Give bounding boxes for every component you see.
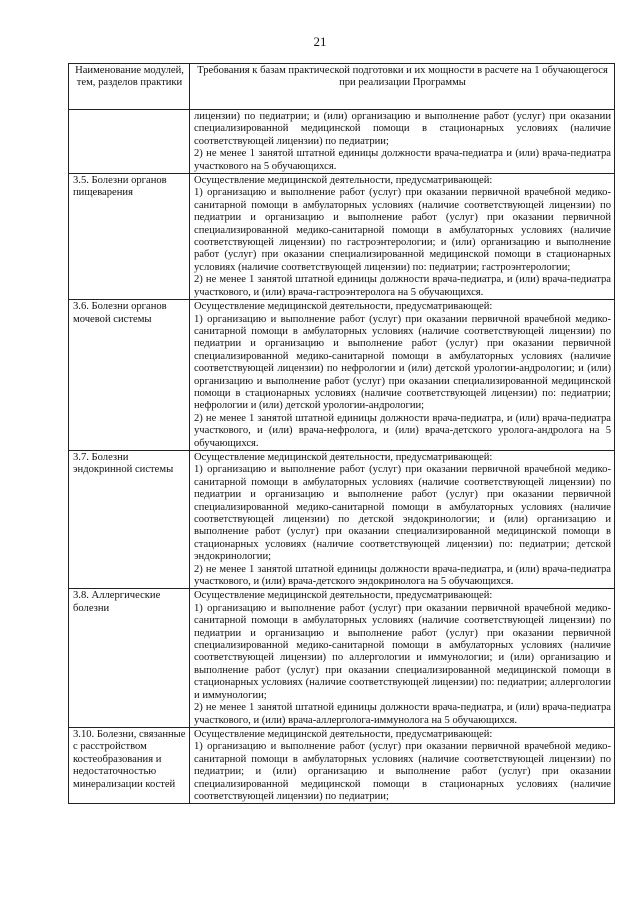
requirement-paragraph: Осуществление медицинской деятельности, предусматривающей: — [194, 301, 493, 313]
row-requirements — [190, 174, 615, 300]
row-topic: 3.7. Болезни эндокринной системы — [69, 450, 190, 588]
requirement-paragraph: 1) организацию и выполнение работ (услуг) при оказании первичной врачебной медико-санитарной помощи в амбулаторных условиях (наличие соответствующей лицензии) по педиатрии и организацию и выполнение работ (услуг) при оказании первичной специализированной медико-санитарной помощи в амбулаторных условиях (наличие соответствующей лицензии) по гастроэнтерологии; и (или) организацию и выполнение работ (услуг) при оказании специализированной медицинской помощи в стационарных условиях (наличие соответствующей лицензии) по: педиатрии; гастроэнтерологии; — [194, 187, 611, 273]
table-row — [69, 727, 615, 803]
table-row — [69, 450, 615, 588]
requirement-paragraph: 1) организацию и выполнение работ (услуг) при оказании первичной врачебной медико-санитарной помощи в амбулаторных условиях (наличие соответствующей лицензии) по педиатрии; и (или) организацию и выполнение работ (услуг) при оказании специализированной медицинской помощи в стационарных условиях (наличие соответствующей лицензии) по педиатрии; — [194, 741, 611, 802]
row-topic: 3.5. Болезни органов пищеварения — [69, 174, 190, 300]
table-row — [69, 174, 615, 300]
row-topic: 3.8. Аллергические болезни — [69, 589, 190, 727]
row-requirements — [190, 300, 615, 451]
requirement-paragraph: Осуществление медицинской деятельности, предусматривающей: — [194, 175, 493, 187]
header-requirements: Требования к базам практической подготовки и их мощности в расчете на 1 обучающегося при реализации Программы — [190, 64, 615, 110]
header-modules: Наименование модулей, тем, разделов практики — [69, 64, 190, 110]
requirement-paragraph: 2) не менее 1 занятой штатной единицы должности врача-педиатра, и (или) врача-педиатра участкового, и (или) врача-детского эндокринолога на 5 обучающихся. — [194, 563, 611, 588]
row-requirements — [190, 589, 615, 727]
requirement-paragraph: Осуществление медицинской деятельности, предусматривающей: — [194, 451, 493, 463]
requirement-paragraph: 2) не менее 1 занятой штатной единицы должности врача-педиатра, и (или) врача-педиатра участкового, и (или) врача-гастроэнтеролога на 5 обучающихся. — [194, 274, 611, 298]
requirement-paragraph: 1) организацию и выполнение работ (услуг) при оказании первичной врачебной медико-санитарной помощи в амбулаторных условиях (наличие соответствующей лицензии) по педиатрии и организацию и выполнение работ (услуг) при оказании первичной специализированной медико-санитарной помощи в амбулаторных условиях (наличие соответствующей лицензии) по нефрологии и (или) детской урологии-андрологии; и (или) организацию и выполнение работ (услуг) при оказании специализированной медицинской помощи в стационарных условиях (наличие соответствующей лицензии) по: педиатрии; нефрологии и (или) детской урологии-андрологии; — [194, 313, 611, 412]
requirement-paragraph: Осуществление медицинской деятельности, предусматривающей: — [194, 590, 493, 602]
requirements-table — [68, 63, 615, 804]
requirement-paragraph: 1) организацию и выполнение работ (услуг) при оказании первичной врачебной медико-санитарной помощи в амбулаторных условиях (наличие соответствующей лицензии) по педиатрии и организацию и выполнение работ (услуг) при оказании первичной специализированной медико-санитарной помощи в амбулаторных условиях (наличие соответствующей лицензии) по аллергологии и иммунологии; и (или) организацию и выполнение работ (услуг) при оказании специализированной медицинской помощи в стационарных условиях (наличие соответствующей лицензии) по: педиатрии; аллергологии и иммунологии; — [194, 602, 611, 701]
row-topic — [69, 110, 190, 174]
row-requirements — [190, 110, 615, 174]
page-number: 21 — [313, 34, 327, 49]
requirement-paragraph: лицензии) по педиатрии; и (или) организацию и выполнение работ (услуг) при оказании специализированной медицинской помощи в стационарных условиях (наличие соответствующей лицензии) по педиатрии; — [194, 111, 611, 147]
row-topic: 3.6. Болезни органов мочевой системы — [69, 300, 190, 451]
requirement-paragraph: Осуществление медицинской деятельности, предусматривающей: — [194, 728, 493, 740]
requirement-paragraph: 2) не менее 1 занятой штатной единицы должности врача-педиатра, и (или) врача-педиатра участкового, и (или) врача-нефролога, и (или) врача-детского уролога-андролога на 5 обучающихся. — [194, 412, 611, 449]
requirement-paragraph: 1) организацию и выполнение работ (услуг) при оказании первичной врачебной медико-санитарной помощи в амбулаторных условиях (наличие соответствующей лицензии) по педиатрии и организацию и выполнение работ (услуг) при оказании первичной специализированной медико-санитарной помощи в амбулаторных условиях (наличие соответствующей лицензии) по детской эндокринологии; и (или) организацию и выполнение работ (услуг) при оказании специализированной медицинской помощи в стационарных условиях (наличие соответствующей лицензии) по: педиатрии; детской эндокринологии; — [194, 464, 611, 563]
table-row — [69, 300, 615, 451]
row-requirements — [190, 450, 615, 588]
row-topic: 3.10. Болезни, связанные с расстройством костеобразования и недостаточностью минерализации костей — [69, 727, 190, 803]
table-row — [69, 589, 615, 727]
table-header-row — [69, 64, 615, 110]
row-requirements — [190, 727, 615, 803]
requirement-paragraph: 2) не менее 1 занятой штатной единицы должности врача-педиатра, и (или) врача-педиатра участкового, и (или) врача-аллерголога-иммунолога на 5 обучающихся. — [194, 702, 611, 726]
requirement-paragraph: 2) не менее 1 занятой штатной единицы должности врача-педиатра и (или) врача-педиатра участкового на 5 обучающихся. — [194, 148, 611, 172]
table-row — [69, 110, 615, 174]
